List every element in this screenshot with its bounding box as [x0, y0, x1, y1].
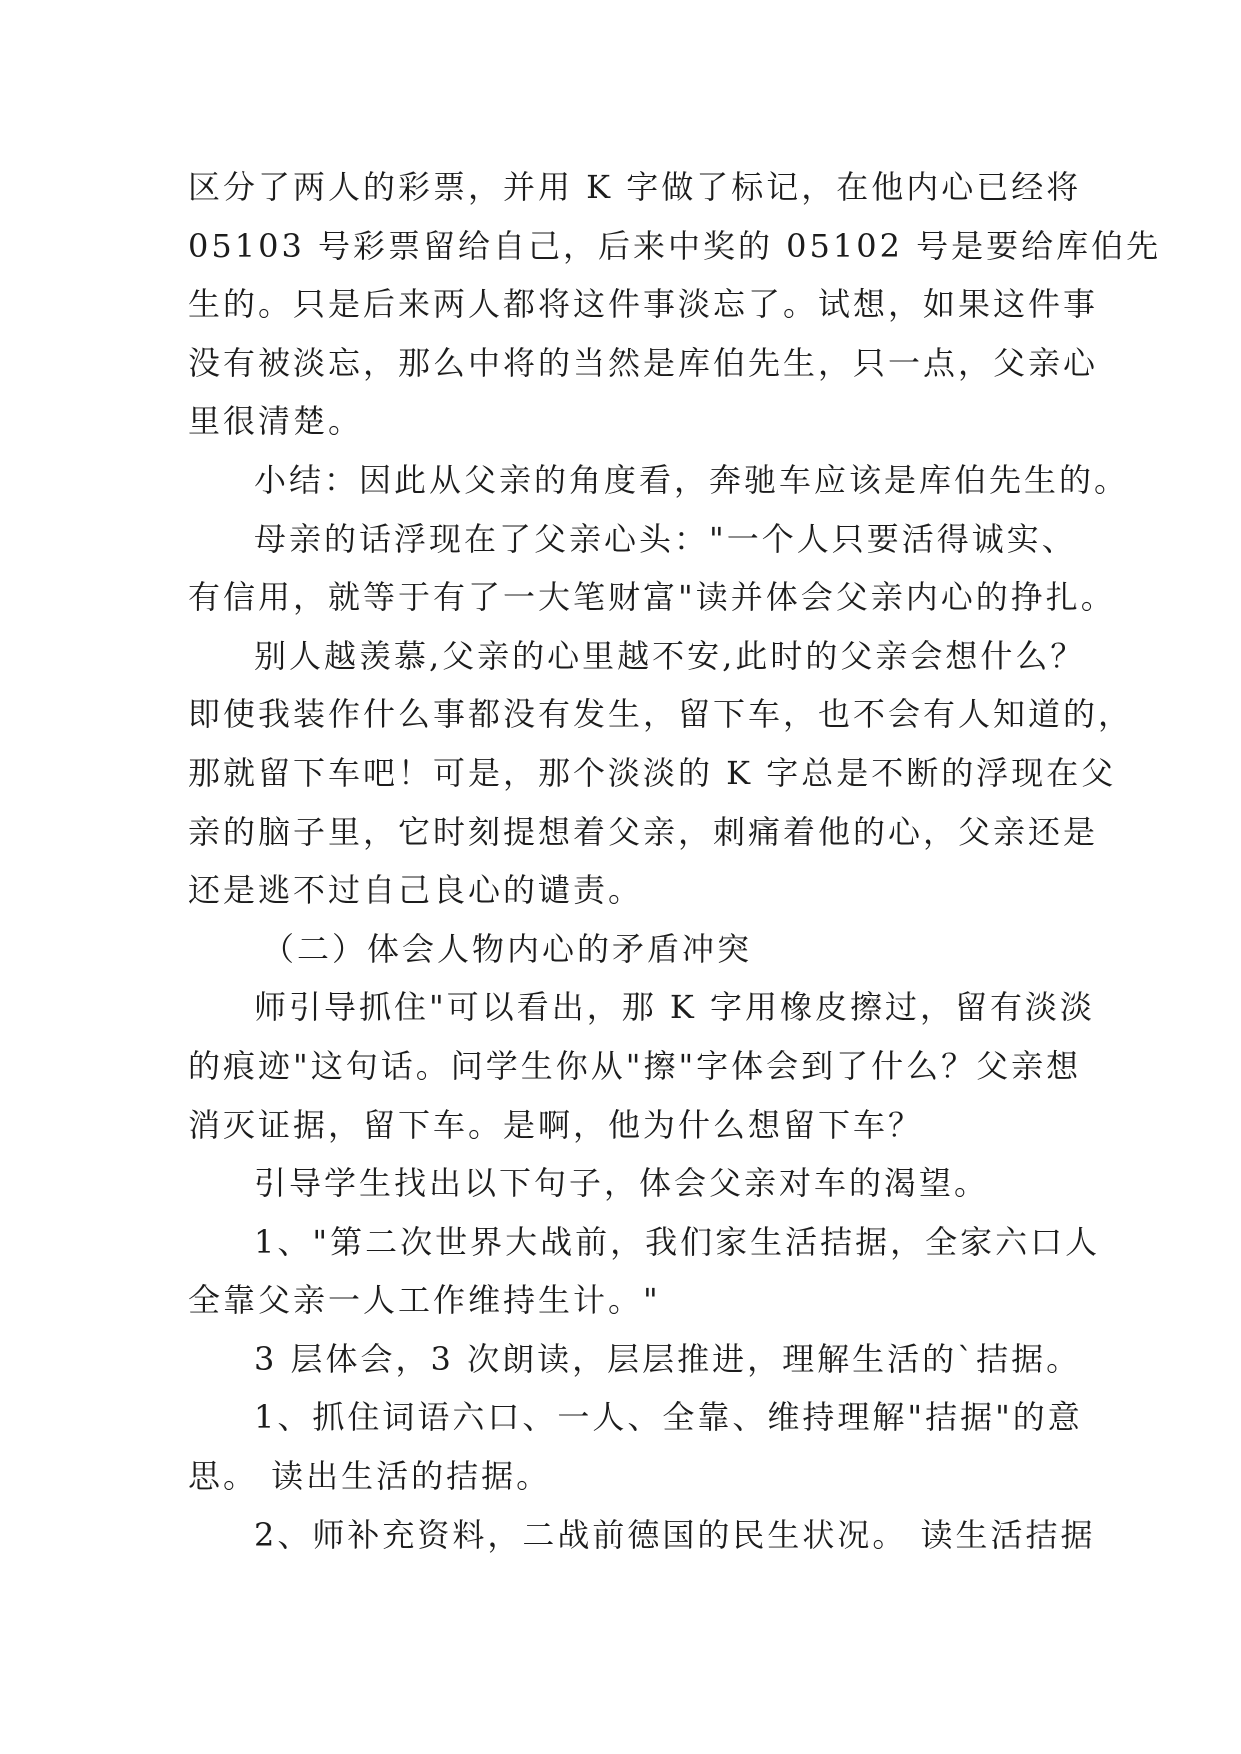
text-line: 有信用，就等于有了一大笔财富"读并体会父亲内心的挣扎。 — [188, 578, 1116, 617]
list-item: 1、抓住词语六口、一人、全靠、维持理解"拮据"的意 — [254, 1398, 1083, 1437]
text-line: 05103 号彩票留给自己，后来中奖的 05102 号是要给库伯先 — [188, 226, 1162, 265]
text-line: 消灭证据，留下车。是啊，他为什么想留下车？ — [188, 1105, 924, 1144]
text-line: 里很清楚。 — [188, 402, 364, 441]
text-line: 3 层体会，3 次朗读，层层推进，理解生活的`拮据。 — [254, 1339, 1082, 1378]
text-line: 别人越羡慕,父亲的心里越不安,此时的父亲会想什么？ — [254, 636, 1086, 675]
text-line: 区分了两人的彩票，并用 K 字做了标记，在他内心已经将 — [188, 168, 1082, 206]
text-line: 那就留下车吧！可是，那个淡淡的 K 字总是不断的浮现在父 — [188, 753, 1117, 792]
text-line: 生的。只是后来两人都将这件事淡忘了。试想，如果这件事 — [188, 285, 1099, 324]
summary-paragraph: 小结：因此从父亲的角度看，奔驰车应该是库伯先生的。 — [254, 460, 1130, 499]
text-line: 还是逃不过自己良心的谴责。 — [188, 871, 644, 910]
text-line: 母亲的话浮现在了父亲心头："一个人只要活得诚实、 — [254, 519, 1077, 558]
section-heading: （二）体会人物内心的矛盾冲突 — [262, 929, 753, 968]
text-line: 全靠父亲一人工作维持生计。" — [188, 1281, 661, 1320]
text-line: 即使我装作什么事都没有发生，留下车，也不会有人知道的， — [188, 695, 1134, 734]
list-item: 1、"第二次世界大战前，我们家生活拮据，全家六口人 — [254, 1222, 1101, 1261]
text-line: 没有被淡忘，那么中将的当然是库伯先生，只一点，父亲心 — [188, 343, 1099, 382]
text-line: 师引导抓住"可以看出，那 K 字用橡皮擦过，留有淡淡 — [254, 988, 1095, 1027]
text-line: 引导学生找出以下句子，体会父亲对车的渴望。 — [254, 1164, 990, 1203]
text-line: 的痕迹"这句话。问学生你从"擦"字体会到了什么？父亲想 — [188, 1046, 1082, 1085]
text-line: 思。 读出生活的拮据。 — [188, 1457, 552, 1496]
document-body — [188, 158, 1162, 1564]
list-item: 2、师补充资料，二战前德国的民生状况。 读生活拮据 — [254, 1515, 1096, 1554]
text-line: 亲的脑子里，它时刻提想着父亲，刺痛着他的心，父亲还是 — [188, 812, 1099, 851]
